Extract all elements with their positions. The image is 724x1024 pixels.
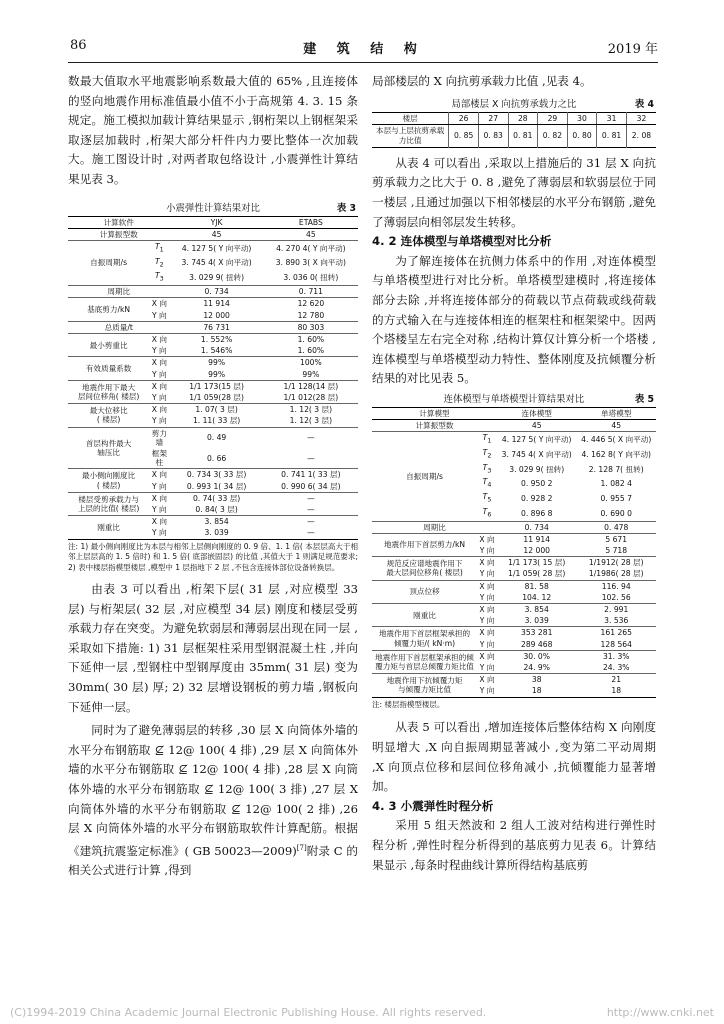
table-5-period-value: 2. 128 7( 扭转): [588, 464, 644, 474]
paragraph: 采用 5 组天然波和 2 组人工波对结构进行弹性时程分析 ,弹性时程分析得到的基底剪力见表 6。计算结果显示 ,每条时程曲线计算所得结构基底剪: [372, 818, 656, 872]
table-5: 计算模型 连体模型 单塔模型 计算振型数 45 45 自振周期/s $T_1$ 4. 127 5( Y 向平动) 4. 446 5( X 向平动) $T_2$ 3. 745 4( X 向平动) 4. 162 8( Y 向平动) $T_3$ 3. 029 9( 扭转) 2. 128 7( 扭转) $T_4$ 0. 950 2 1. 082 4 $T_5$ 0. 928 2 0. 955 7 $T_6$ 0. 896 8 0. 690 0 周期比 0. 734 0. 478 地震作用下首层剪力/kN X 向 11 914 5 671 Y 向 12 000 5 718 规范反应谱地震作用下 最大层间位移角( 楼层) X 向 1/1 173( 15 层) 1/1912( 28 层) Y 向 1/1 059( 28 层) 1/1986( 28 层) 顶点位移 X 向 81. 58 116. 94 Y 向 104. 12 102. 56 刚重比 X 向 3. 854 2. 991 Y 向 3. 039 3. 536 地震作用下首层框架承担的 倾覆力矩/( kN·m) X 向 353 281 161 265 Y 向 289 468 128 564 地震作用下首层框架承担的倾 覆力矩与首层总倾覆力矩比值 X 向 30. 0% 31. 3% Y 向 24. 9% 24. 3% 地震作用下抗倾覆力矩 与倾覆力矩比值 X 向 38 21 Y 向 18 18: [372, 407, 656, 698]
section-heading: 4. 2 连体模型与单塔模型对比分析: [372, 234, 552, 249]
table-5-period-symbol: $T_1$: [482, 433, 492, 445]
table-4-floor-cell: 26: [449, 112, 479, 124]
page-number: 86: [70, 38, 87, 53]
table-4-floor-cell: 29: [538, 112, 568, 124]
table-3-note: 注: 1) 最小侧向刚度比为本层与相邻上层侧向刚度的 0. 9 倍、1. 1 倍( 本层层高大于相邻上层层高的 1. 5 倍时) 和 1. 5 倍( 底部嵌固层) 的比值 ,其值大于 1 则满足规范要求; 2) 表中楼层指模型楼层 ,模型中 1 层指地下 2 层 ,不包含连接体部位设备转换层。: [68, 541, 358, 573]
table-4-floor-cell: 30: [567, 112, 597, 124]
table-4-ratio-cell: 0. 80: [567, 124, 597, 147]
table-5-period-value: 1. 082 4: [600, 479, 632, 489]
table-4-ratio-cell: 0. 83: [478, 124, 508, 147]
table-5-period-value: 4. 446 5( X 向平动): [581, 435, 652, 445]
table-3-number: 表 3: [336, 202, 356, 214]
table-5-period-symbol: $T_6$: [477, 506, 497, 521]
table-4-ratio-cell: 2. 08: [626, 124, 656, 147]
table-5-period-value: 0. 690 0: [576, 506, 656, 521]
table-4: 楼层 26 27 28 29 30 31 32 本层与上层抗剪承载力比值 0. 85 0. 83 0. 81 0. 82 0. 80 0. 81 2. 08: [372, 112, 656, 148]
table-5-period-value: 0. 955 7: [600, 493, 632, 503]
left-column: [68, 72, 358, 881]
copyright-text: (C)1994-2019 China Academic Journal Electronic Publishing House. All rights reserved.: [10, 1006, 487, 1019]
table-4-ratio-cell: 0. 82: [538, 124, 568, 147]
journal-title: 建 筑 结 构: [303, 42, 425, 57]
table-5-period-label: 自振周期/s: [372, 432, 477, 521]
journal-year: 2019 年: [607, 42, 658, 57]
table-4-ratio-cell: 0. 81: [508, 124, 538, 147]
paragraph: 为了解连接体在抗侧力体系中的作用 ,对连体模型与单塔模型进行对比分析。单塔模型建模时 ,将连接体部分去除 ,并将连接体部分的荷载以节点荷载或线荷载的方式输入在与连接体相连的框架柱和框架梁中。因两个塔楼呈左右完全对称 ,结构计算仅计算分析一个塔楼 ,连体模型与单塔模型动力特性、整体刚度及抗倾覆分析结果的对比见表 5。: [372, 253, 656, 386]
paragraph: 局部楼层的 X 向抗剪承载力比值 ,见表 4。: [372, 74, 592, 88]
table-4-ratio-cell: 0. 81: [597, 124, 627, 147]
paragraph: 从表 4 可以看出 ,采取以上措施后的 31 层 X 向抗剪承载力之比大于 0. 8 ,避免了薄弱层和软弱层位于同一楼层 ,且通过加强以下相邻楼层的水平分布钢筋 ,避免了薄弱层向相邻层发生转移。: [372, 155, 656, 229]
table-5-period-value: 0. 928 2: [521, 493, 553, 503]
paragraph: 由表 3 可以看出 ,桁架下层( 31 层 ,对应模型 33 层) 与桁架层( 32 层 ,对应模型 34 层) 刚度和楼层受剪承载力存在突变。为避免软弱层和薄弱层出现在同一层 ,采取如下措施: 1) 31 层框架柱采用型钢混凝土柱 ,并向下延伸一层 ,型钢柱中型钢厚度由 35mm( 31 层) 变为 30mm( 30 层) 厚; 2) 32 层增设钢板的剪力墙 ,钢板向下延伸一层。: [68, 581, 358, 714]
table-3: 计算软件 YJK ETABS 计算振型数 45 45 自振周期/s $T_1$ 4. 127 5( Y 向平动) 4. 270 4( Y 向平动) $T_2$ 3. 745 4( X 向平动) 3. 890 3( X 向平动) $T_3$ 3. 029 9( 扭转) 3. 036 0( 扭转) 周期比 0. 734 0. 711 基底剪力/kN X 向 11 914 12 620 Y 向 12 000 12 780 总质量/t 76 731 80 303 最小剪重比 X 向 1. 552% 1. 60% Y 向 1. 546% 1. 60% 有效质量系数 X 向 99% 100% Y 向 99% 99% 地震作用下最大 层间位移角( 楼层) X 向 1/1 173(15 层) 1/1 128(14 层) Y 向 1/1 059(28 层) 1/1 012(28 层) 最大位移比 ( 楼层) X 向 1. 07( 3 层) 1. 12( 3 层) Y 向 1. 11( 33 层) 1. 12( 3 层) 首层构件最大 轴压比 剪力墙 0. 49 — 框架柱 0. 66 — 最小侧向刚度比 ( 楼层) X 向 0. 734 3( 33 层) 0. 741 1( 33 层) Y 向 0. 993 1( 34 层) 0. 990 6( 34 层) 楼层受剪承载力与 上层的比值( 楼层) X 向 0. 74( 33 层) — Y 向 0. 84( 3 层) — 刚重比 X 向 3. 854 — Y 向 3. 039 —: [68, 216, 358, 540]
table-5-period-value: 4. 127 5( Y 向平动): [501, 435, 572, 445]
footer-url: http://www.cnki.net: [606, 1006, 714, 1019]
table-5-period-symbol: $T_3$: [482, 462, 492, 475]
table-4-floor-cell: 28: [508, 112, 538, 124]
page-header: [70, 38, 658, 58]
table-5-period-value: 3. 745 4( X 向平动): [501, 449, 572, 459]
right-column: [372, 72, 656, 875]
table-4-number: 表 4: [634, 98, 654, 110]
table-5-note: 注: 楼层指模型楼层。: [372, 699, 445, 709]
table-5-number: 表 5: [634, 393, 654, 405]
table-5-period-symbol: $T_2$: [482, 448, 492, 460]
table-4-floor-cell: 32: [626, 112, 656, 124]
table-4-floor-cell: 27: [478, 112, 508, 124]
table-5-period-value: 3. 029 9( 扭转): [509, 464, 565, 474]
table-5-period-value: 0. 950 2: [521, 479, 553, 489]
table-5-period-value: 4. 162 8( Y 向平动): [581, 449, 652, 459]
table-5-period-symbol: $T_5$: [482, 492, 492, 504]
table-3-caption: 小震弹性计算结果对比 表 3: [166, 202, 356, 214]
table-5-period-value: 0. 896 8: [497, 506, 577, 521]
table-5-period-symbol: $T_4$: [482, 477, 492, 489]
table-4-floor-cell: 31: [597, 112, 627, 124]
paragraph: 同时为了避免薄弱层的转移 ,30 层 X 向筒体外墙的水平分布钢筋取 ⊈ 12@ 100( 4 排) ,29 层 X 向筒体外墙的水平分布钢筋取 ⊈ 12@ 100( 4 排) ,28 层 X 向筒体外墙的水平分布钢筋取 ⊈ 12@ 100( 3 排) ,27 层 X 向筒体外墙的水平分布钢筋取 ⊈ 12@ 100( 2 排) ,26 层 X 向筒体外墙的水平分布钢筋取软件计算配筋。根据《建筑抗震鉴定标准》( GB 50023—2009)[7]附录 C 的相关公式进行计算 ,得到: [68, 723, 358, 878]
section-heading: 4. 3 小震弹性时程分析: [372, 798, 494, 813]
paragraph: 从表 5 可以看出 ,增加连接体后整体结构 X 向刚度明显增大 ,X 向自振周期显著减小 ,变为第二平动周期 ,X 向顶点位移和层间位移角减小 ,抗倾覆能力显著增加。: [372, 720, 656, 794]
header-rule: [68, 62, 658, 63]
table-4-caption: 局部楼层 X 向抗剪承载力之比 表 4: [451, 98, 654, 110]
table-5-caption: 连体模型与单塔模型计算结果对比 表 5: [443, 393, 654, 405]
paragraph: 数最大值取水平地震影响系数最大值的 65% ,且连接体的竖向地震作用标准值最小值不小于高规第 4. 3. 15 条规定。施工模拟加载计算结果显示 ,钢桁架以上钢框架采取逐层加载时 ,桁架大部分杆件内力要比整体一次加载大。施工图设计时 ,对两者取包络设计 ,小震弹性计算结果见表 3。: [68, 74, 358, 186]
table-4-ratio-cell: 0. 85: [449, 124, 479, 147]
